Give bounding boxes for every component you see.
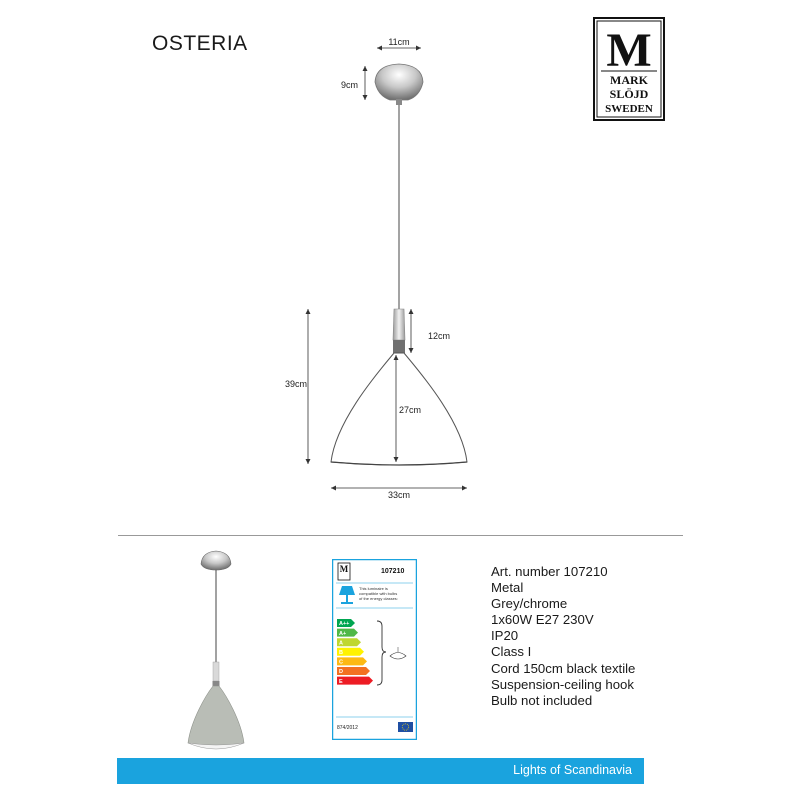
spec-item: Bulb not included xyxy=(491,692,593,708)
label-art-number: 107210 xyxy=(381,568,405,575)
energy-class-label: A xyxy=(339,640,343,647)
energy-class-label: D xyxy=(339,669,343,676)
energy-class-label: C xyxy=(339,659,343,666)
energy-class-label: A++ xyxy=(339,621,350,628)
section-divider xyxy=(118,535,683,536)
label-regulation: 874/2012 xyxy=(337,725,358,731)
dim-canopy-width: 11cm xyxy=(388,37,410,47)
label-compat-2: compatible with bulbs xyxy=(359,591,398,596)
dim-shade-width: 33cm xyxy=(387,490,411,500)
logo-line-1: MARK xyxy=(610,73,648,87)
spec-item: Cord 150cm black textile xyxy=(491,660,636,676)
label-compat-1: This luminaire is xyxy=(359,586,388,591)
logo-letter: M xyxy=(606,24,652,77)
dim-canopy-height: 9cm xyxy=(341,80,359,90)
logo-line-2: SLÖJD xyxy=(609,87,649,101)
logo-line-3: SWEDEN xyxy=(605,103,653,115)
spec-item: Art. number 107210 xyxy=(491,564,608,579)
energy-class-label: E xyxy=(339,678,343,685)
product-photo xyxy=(168,545,263,760)
energy-class-label: B xyxy=(339,650,343,656)
label-compat-3: of the energy classes: xyxy=(359,596,398,601)
fitting xyxy=(393,309,405,340)
spec-item: Grey/chrome xyxy=(491,596,568,612)
dim-total-height: 39cm xyxy=(285,379,308,389)
spec-item: Suspension-ceiling hook xyxy=(491,676,634,692)
canopy-neck xyxy=(396,99,402,105)
spec-item: Class I xyxy=(491,644,532,660)
energy-class-label: A+ xyxy=(339,630,347,637)
svg-text:M: M xyxy=(339,564,349,574)
product-title: OSTERIA xyxy=(152,32,248,55)
fitting-ring xyxy=(393,340,405,353)
spec-item: 1x60W E27 230V xyxy=(491,612,594,628)
spec-list xyxy=(491,564,635,709)
energy-label xyxy=(332,559,417,740)
footer-tagline: Lights of Scandinavia xyxy=(513,763,632,777)
spec-item: IP20 xyxy=(491,628,519,644)
canopy xyxy=(375,64,423,100)
spec-item: Metal xyxy=(491,580,524,596)
footer-banner xyxy=(117,758,644,784)
dim-fitting-height: 12cm xyxy=(428,331,451,341)
dim-shade-height: 27cm xyxy=(399,405,422,415)
